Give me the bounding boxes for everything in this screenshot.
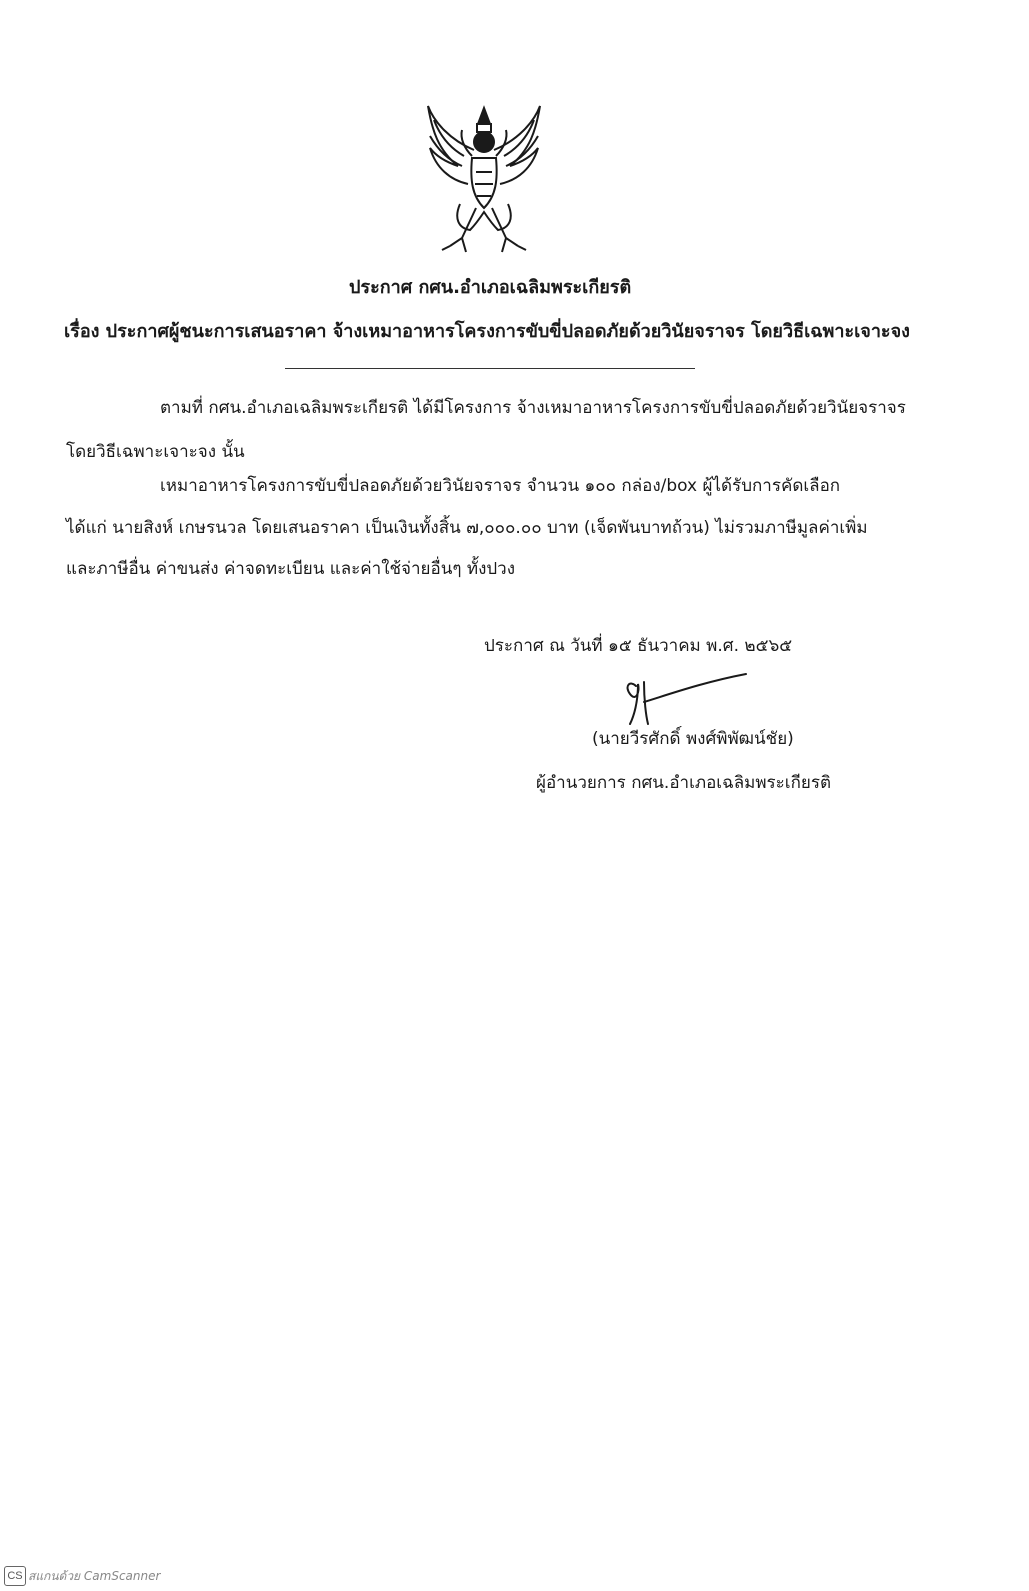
- announcement-date: ประกาศ ณ วันที่ ๑๕ ธันวาคม พ.ศ. ๒๕๖๕: [484, 636, 793, 656]
- announcement-subject: เรื่อง ประกาศผู้ชนะการเสนอราคา จ้างเหมาอาหารโครงการขับขี่ปลอดภัยด้วยวินัยจราจร โดยวิธีเฉพาะเจาะจง: [64, 321, 910, 342]
- handwritten-signature: [622, 672, 752, 732]
- camscanner-watermark: สแกนด้วย CamScanner: [28, 1569, 161, 1583]
- garuda-emblem-icon: [420, 100, 548, 260]
- divider-line: [285, 368, 695, 369]
- body-paragraph-1-line-2: โดยวิธีเฉพาะเจาะจง นั้น: [66, 442, 245, 462]
- body-paragraph-2-line-3: และภาษีอื่น ค่าขนส่ง ค่าจดทะเบียน และค่าใช้จ่ายอื่นๆ ทั้งปวง: [66, 559, 516, 579]
- camscanner-badge-icon: CS: [4, 1566, 26, 1586]
- body-paragraph-1-line-1: ตามที่ กศน.อำเภอเฉลิมพระเกียรติ ได้มีโครงการ จ้างเหมาอาหารโครงการขับขี่ปลอดภัยด้วยวินัยจราจร: [160, 398, 906, 418]
- body-paragraph-2-line-1: เหมาอาหารโครงการขับขี่ปลอดภัยด้วยวินัยจราจร จำนวน ๑๐๐ กล่อง/box ผู้ได้รับการคัดเลือก: [160, 476, 841, 496]
- announcement-header: ประกาศ กศน.อำเภอเฉลิมพระเกียรติ: [349, 277, 632, 298]
- signer-name: (นายวีรศักดิ์ พงศ์พิพัฒน์ชัย): [592, 729, 794, 749]
- body-paragraph-2-line-2: ได้แก่ นายสิงห์ เกษรนวล โดยเสนอราคา เป็นเงินทั้งสิ้น ๗,๐๐๐.๐๐ บาท (เจ็ดพันบาทถ้วน) ไม่รวมภาษีมูลค่าเพิ่ม: [66, 518, 868, 538]
- signer-title: ผู้อำนวยการ กศน.อำเภอเฉลิมพระเกียรติ: [536, 773, 832, 793]
